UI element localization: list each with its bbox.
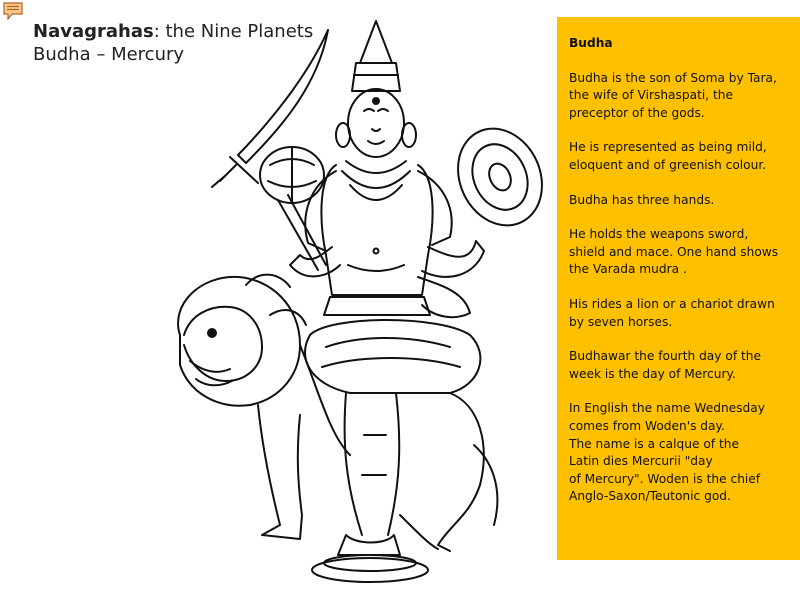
panel-paragraph: He is represented as being mild, eloquent and of greenish colour. <box>569 140 767 172</box>
panel-paragraph: In English the name Wednesday comes from Woden's day. The name is a calque of the Latin dies Mercurii "day of Mercury". Woden is the chief Anglo-Saxon/Teutonic god. <box>569 401 765 504</box>
title-bold: Navagrahas <box>33 21 154 42</box>
title-rest: : the Nine Planets <box>153 21 314 42</box>
lion-icon <box>178 275 497 551</box>
budha-illustration <box>150 15 570 595</box>
mace-icon <box>260 147 326 270</box>
comment-icon[interactable] <box>3 2 23 20</box>
panel-paragraph: He holds the weapons sword, shield and mace. One hand shows the Varada mudra . <box>569 227 779 277</box>
shield-icon <box>443 115 558 239</box>
panel-paragraph: Budhawar the fourth day of the week is the day of Mercury. <box>569 349 761 381</box>
info-panel <box>557 17 800 560</box>
title-line-2: Budha – Mercury <box>33 44 185 65</box>
panel-heading: Budha <box>569 36 613 50</box>
panel-paragraph: Budha has three hands. <box>569 192 715 207</box>
panel-paragraph: His rides a lion or a chariot drawn by seven horses. <box>569 296 775 329</box>
panel-paragraph: Budha is the son of Soma by Tara, the wife of Virshaspati, the preceptor of the gods. <box>569 70 777 120</box>
